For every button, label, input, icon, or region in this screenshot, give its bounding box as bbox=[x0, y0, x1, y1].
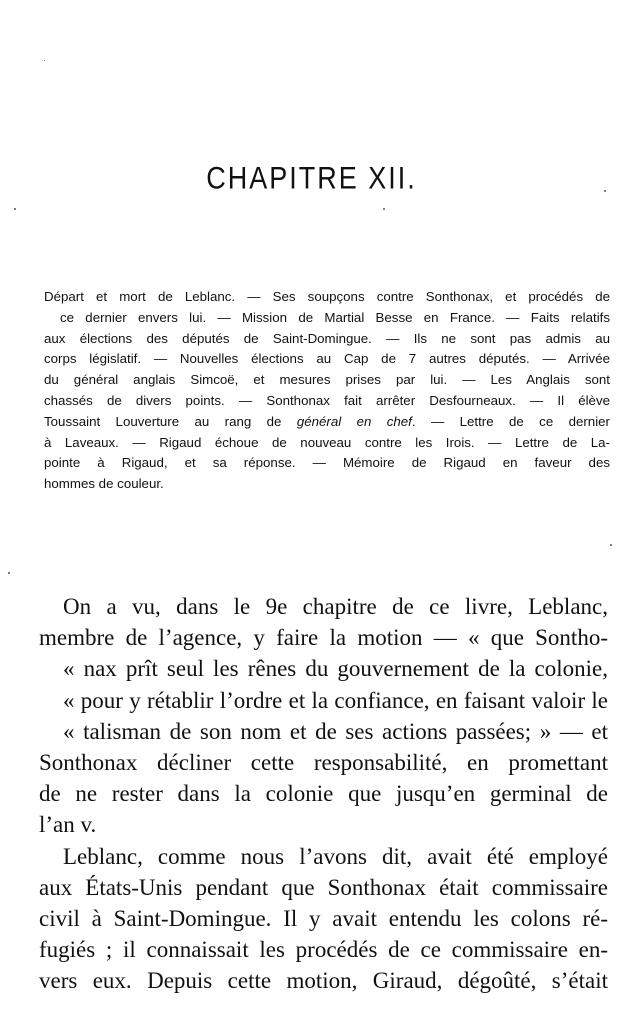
summary-line: corps législatif. — Nouvelles élections au Cap de 7 autres députés. — Arrivée bbox=[44, 351, 610, 367]
summary-line: aux élections des députés de Saint-Domingue. — Ils ne sont pas admis au bbox=[44, 330, 610, 346]
ink-speck bbox=[383, 208, 385, 210]
summary-line: hommes de couleur. bbox=[44, 476, 164, 492]
body-line: civil à Saint-Domingue. Il y avait entendu les colons ré- bbox=[39, 906, 608, 932]
body-line: membre de l’agence, y faire la motion — « que Sontho- bbox=[39, 625, 608, 651]
body-line: aux États-Unis pendant que Sonthonax était commissaire bbox=[39, 874, 608, 900]
summary-italic-text: général en chef bbox=[296, 413, 412, 429]
summary-text: Toussaint Louverture au rang de bbox=[44, 413, 297, 429]
ink-speck bbox=[8, 572, 10, 574]
summary-line-with-italic bbox=[44, 412, 610, 433]
ink-speck bbox=[14, 208, 16, 210]
body-line: l’an v. bbox=[39, 812, 97, 838]
summary-line: chassés de divers points. — Sonthonax fait arrêter Desfourneaux. — Il élève bbox=[44, 392, 610, 408]
body-line: de ne rester dans la colonie que jusqu’en germinal de bbox=[39, 781, 608, 807]
chapter-title: CHAPITRE XII. bbox=[206, 160, 417, 196]
ink-speck bbox=[44, 60, 45, 61]
body-line: « talisman de son nom et de ses actions passées; » — et bbox=[63, 718, 608, 744]
summary-line: Départ et mort de Leblanc. — Ses soupçons contre Sonthonax, et procédés de bbox=[44, 289, 610, 304]
body-line: « pour y rétablir l’ordre et la confiance, en faisant valoir le bbox=[63, 687, 608, 713]
summary-line: du général anglais Simcoë, et mesures prises par lui. — Les Anglais sont bbox=[44, 372, 610, 388]
summary-line: ce dernier envers lui. — Mission de Martial Besse en France. — Faits relatifs bbox=[60, 309, 610, 325]
ink-speck bbox=[610, 544, 612, 546]
body-line: Leblanc, comme nous l’avons dit, avait été employé bbox=[63, 843, 608, 869]
body-line: fugiés ; il connaissait les procédés de ce commissaire en- bbox=[39, 937, 608, 963]
body-line: Sonthonax décliner cette responsabilité, en promettant bbox=[39, 750, 608, 776]
body-line: « nax prît seul les rênes du gouvernement de la colonie, bbox=[63, 656, 608, 682]
chapter-summary bbox=[44, 287, 610, 495]
summary-line: à Laveaux. — Rigaud échoue de nouveau contre les Irois. — Lettre de La- bbox=[44, 434, 610, 450]
summary-text: . — Lettre de ce dernier bbox=[411, 413, 610, 429]
body-line: vers eux. Depuis cette motion, Giraud, dégoûté, s’était bbox=[39, 968, 608, 994]
body-text bbox=[39, 591, 608, 997]
body-line: On a vu, dans le 9e chapitre de ce livre, Leblanc, bbox=[63, 594, 608, 619]
summary-line: pointe à Rigaud, et sa réponse. — Mémoire de Rigaud en faveur des bbox=[44, 455, 610, 471]
